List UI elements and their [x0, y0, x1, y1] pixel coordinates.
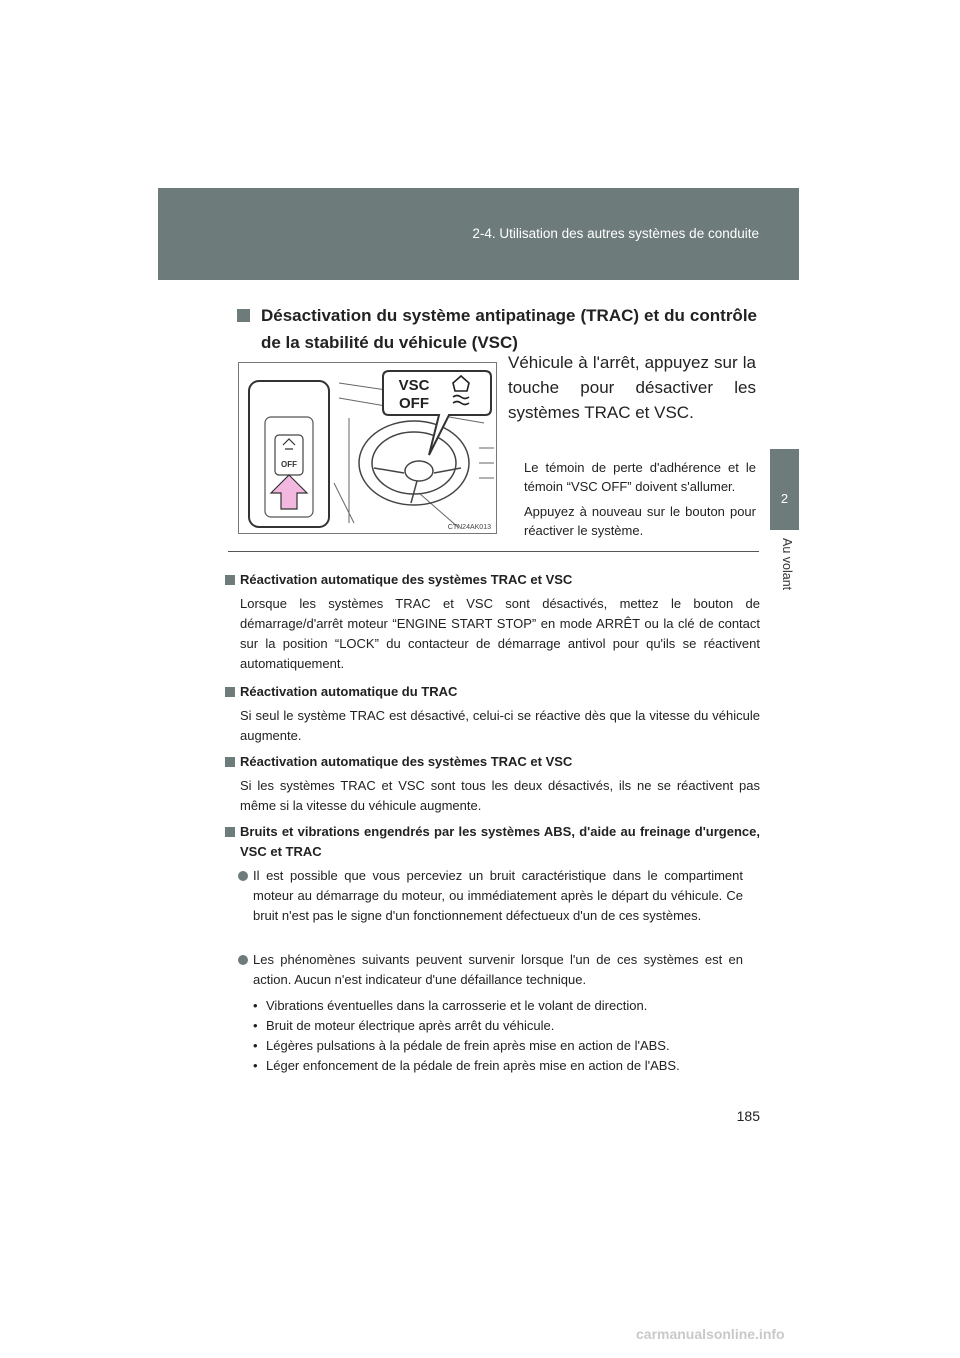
list-item-text: Léger enfoncement de la pédale de frein après mise en action de l'ABS.	[266, 1058, 680, 1073]
note-reactivate: Appuyez à nouveau sur le bouton pour réactiver le système.	[524, 504, 756, 538]
subsection-body: Si les systèmes TRAC et VSC sont tous les deux désactivés, ils ne se réactivent pas même si la vitesse du véhicule augmente.	[240, 778, 760, 813]
watermark: carmanualsonline.info	[636, 1326, 785, 1342]
square-bullet-icon	[225, 575, 235, 585]
divider	[228, 551, 759, 552]
badge-line-2: OFF	[399, 395, 429, 412]
chapter-number: 2	[780, 491, 789, 506]
header-band	[158, 188, 799, 280]
subsection-both-disabled	[225, 752, 760, 816]
list-marker: •	[253, 998, 258, 1013]
subsection-trac-reactivation	[225, 682, 760, 746]
off-button-label: OFF	[281, 460, 297, 469]
square-bullet-icon	[225, 827, 235, 837]
subsection-heading-text: Réactivation automatique du TRAC	[240, 684, 458, 699]
section-title-text: Désactivation du système antipatinage (TRAC) et du contrôle de la stabilité du véhicule (VSC)	[261, 306, 757, 352]
list-item-text: Vibrations éventuelles dans la carrosserie et le volant de direction.	[266, 998, 648, 1013]
list-item-text: Bruit de moteur électrique après arrêt du véhicule.	[266, 1018, 555, 1033]
list-item-text: Légères pulsations à la pédale de frein après mise en action de l'ABS.	[266, 1038, 670, 1053]
subsection-noise-vibration	[225, 822, 760, 862]
subsection-heading	[225, 822, 760, 862]
note-indicator-lights: Le témoin de perte d'adhérence et le témoin “VSC OFF” doivent s'allumer.	[524, 460, 756, 494]
subsection-heading	[225, 682, 760, 702]
subsection-heading	[225, 570, 760, 590]
subsection-heading-text: Bruits et vibrations engendrés par les systèmes ABS, d'aide au freinage d'urgence, VSC et TRAC	[240, 824, 760, 859]
subsection-auto-reactivation	[225, 570, 760, 674]
page-number: 185	[736, 1108, 760, 1124]
bullet-text: Les phénomènes suivants peuvent survenir lorsque l'un de ces systèmes est en action. Aucun n'est indicateur d'une défaillance technique.	[253, 952, 743, 987]
figure-code: CTN24AK013	[447, 524, 491, 531]
subsection-heading-text: Réactivation automatique des systèmes TRAC et VSC	[240, 572, 573, 587]
square-bullet-icon	[237, 309, 250, 322]
subsection-heading-text: Réactivation automatique des systèmes TRAC et VSC	[240, 754, 573, 769]
list-item	[253, 996, 743, 1016]
lead-instruction: Véhicule à l'arrêt, appuyez sur la touche pour désactiver les systèmes TRAC et VSC.	[508, 353, 756, 422]
list-item	[253, 1016, 743, 1036]
vsc-off-illustration	[238, 362, 497, 534]
phenomena-list	[253, 996, 743, 1076]
bullet-engine-noise	[238, 866, 743, 926]
subsection-heading	[225, 752, 760, 772]
dashboard-drawing	[239, 363, 496, 533]
chapter-label: Au volant	[780, 538, 794, 591]
subsection-body: Si seul le système TRAC est désactivé, celui-ci se réactive dès que la vitesse du véhicule augmente.	[240, 708, 760, 743]
subsection-body: Lorsque les systèmes TRAC et VSC sont désactivés, mettez le bouton de démarrage/d'arrêt moteur “ENGINE START STOP” en mode ARRÊT ou la clé de contact sur la position “LOCK” du contacteur de démarrage antivol pour qu'ils se réactivent automatiquement.	[240, 596, 760, 671]
list-marker: •	[253, 1018, 258, 1033]
list-item	[253, 1036, 743, 1056]
round-bullet-icon	[238, 955, 248, 965]
list-marker: •	[253, 1058, 258, 1073]
bullet-text: Il est possible que vous perceviez un bruit caractéristique dans le compartiment moteur au démarrage du moteur, ou immédiatement après le départ du véhicule. Ce bruit n'est pas le signe d'un fonctionnement défectueux d'un de ces systèmes.	[253, 868, 743, 923]
section-title	[237, 302, 757, 356]
bullet-phenomena	[238, 950, 743, 990]
chapter-tab	[770, 449, 799, 530]
round-bullet-icon	[238, 871, 248, 881]
list-marker: •	[253, 1038, 258, 1053]
badge-line-1: VSC	[398, 377, 430, 394]
chapter-header: 2-4. Utilisation des autres systèmes de conduite	[472, 226, 759, 241]
list-item	[253, 1056, 743, 1076]
square-bullet-icon	[225, 687, 235, 697]
square-bullet-icon	[225, 757, 235, 767]
